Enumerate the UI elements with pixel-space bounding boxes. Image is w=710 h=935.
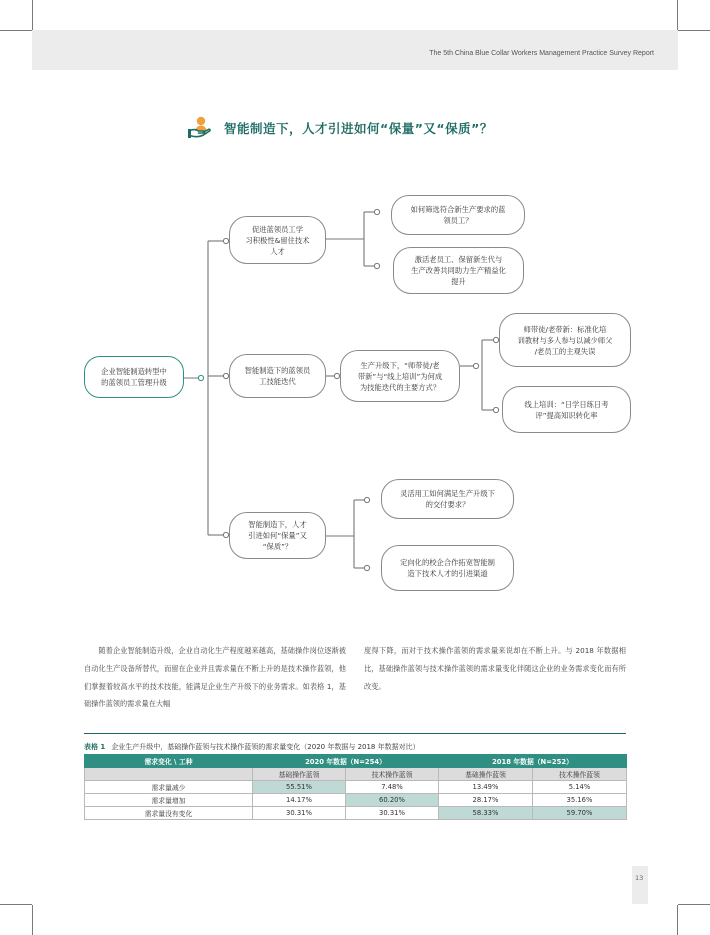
table-cell: 7.48%: [346, 781, 439, 794]
leaf-flexible-employment: 灵活用工如何满足生产升级下 的交付要求？: [381, 479, 514, 519]
leaf-online-training: 线上培训：“日学日练日考 评”提高知识转化率: [502, 386, 631, 433]
crop-mark: [677, 905, 678, 935]
table-caption-text: 企业生产升级中，基础操作蓝领与技术操作蓝领的需求量变化（2020 年数据与 2018 年数据对比）: [111, 743, 420, 751]
table-cell: 13.49%: [439, 781, 533, 794]
leaf-mentoring: 师带徒/老带新：标准化培 训教材与多人参与以减少师父 /老员工的主观失误: [499, 313, 631, 367]
section-title-text: 智能制造下，人才引进如何“保量”又“保质”？: [224, 121, 493, 136]
table-cell: 60.20%: [346, 794, 439, 807]
table-cell: 30.31%: [253, 807, 346, 820]
table-caption-label: 表格 1: [84, 743, 106, 751]
table-cell: 28.17%: [439, 794, 533, 807]
sub-header: 技术操作蓝领: [533, 768, 627, 781]
sub-header: 基础操作蓝领: [439, 768, 533, 781]
table-row: [85, 794, 627, 807]
header-row-label: 需求变化 \ 工种: [85, 755, 253, 768]
table-row: [85, 807, 627, 820]
crop-mark: [0, 904, 32, 905]
page-number: 13: [635, 874, 644, 882]
body-text-right: 度得下降，而对于技术操作蓝领的需求量来说却在不断上升。与 2018 年数据相比，基础操作蓝领与技术操作蓝领的需求量变化伴随这企业的业务需求变化而有所改变。: [364, 646, 626, 691]
leaf-screen-workers: 如何筛选符合新生产要求的蓝 领员工？: [391, 195, 525, 235]
table-cell: 5.14%: [533, 781, 627, 794]
crop-mark: [678, 904, 710, 905]
table-cell: 30.31%: [346, 807, 439, 820]
sub-header: 基础操作蓝领: [253, 768, 346, 781]
branch-skill-iteration: 智能制造下的蓝领员 工技能迭代: [229, 354, 326, 398]
branch-talent-intro: 智能制造下，人才 引进如何“保量”又 “保质”？: [229, 512, 326, 559]
table-cell: 55.51%: [253, 781, 346, 794]
crop-mark: [32, 905, 33, 935]
branch-talent-retention: 促进蓝领员工学 习积极性&留住技术 人才: [229, 216, 326, 264]
header-group-2018: 2018 年数据（N=252）: [439, 755, 627, 768]
table-cell: 59.70%: [533, 807, 627, 820]
table-caption: [84, 742, 420, 752]
leaf-school-enterprise: 定向化的校企合作拓宽智能制 造下技术人才的引进渠道: [381, 545, 514, 591]
table-cell: 58.33%: [439, 807, 533, 820]
report-title: The 5th China Blue Collar Workers Management Practice Survey Report: [429, 50, 654, 57]
middle-training-methods: 生产升级下，“师带徒/老 带新”与“线上培训”为何成 为技能迭代的主要方式？: [340, 350, 460, 402]
table-cell: 14.17%: [253, 794, 346, 807]
data-table: [84, 754, 627, 820]
body-text-left: 随着企业智能制造升级，企业自动化生产程度越来越高，基础操作岗位逐渐被自动化生产设备所替代，而留在企业并且需求量在不断上升的是技术操作蓝领，他们掌握着较高水平的技术技能，能满足企业生产升级下的业务需求。如表格 1，基础操作蓝领的需求量在大幅: [84, 646, 346, 709]
row-label: 需求量减少: [85, 781, 253, 794]
caption-rule: [84, 733, 626, 734]
sub-header: 技术操作蓝领: [346, 768, 439, 781]
sub-header-empty: [85, 768, 253, 781]
table-cell: 35.16%: [533, 794, 627, 807]
mindmap-root: 企业智能制造转型中 的蓝领员工管理升级: [84, 356, 184, 398]
page-number-box: [632, 866, 648, 904]
header-group-2020: 2020 年数据（N=254）: [253, 755, 439, 768]
row-label: 需求量增加: [85, 794, 253, 807]
row-label: 需求量没有变化: [85, 807, 253, 820]
leaf-activate-workers: 激活老员工、保留新生代与 生产改善共同助力生产精益化 提升: [393, 247, 524, 294]
table-row: [85, 781, 627, 794]
